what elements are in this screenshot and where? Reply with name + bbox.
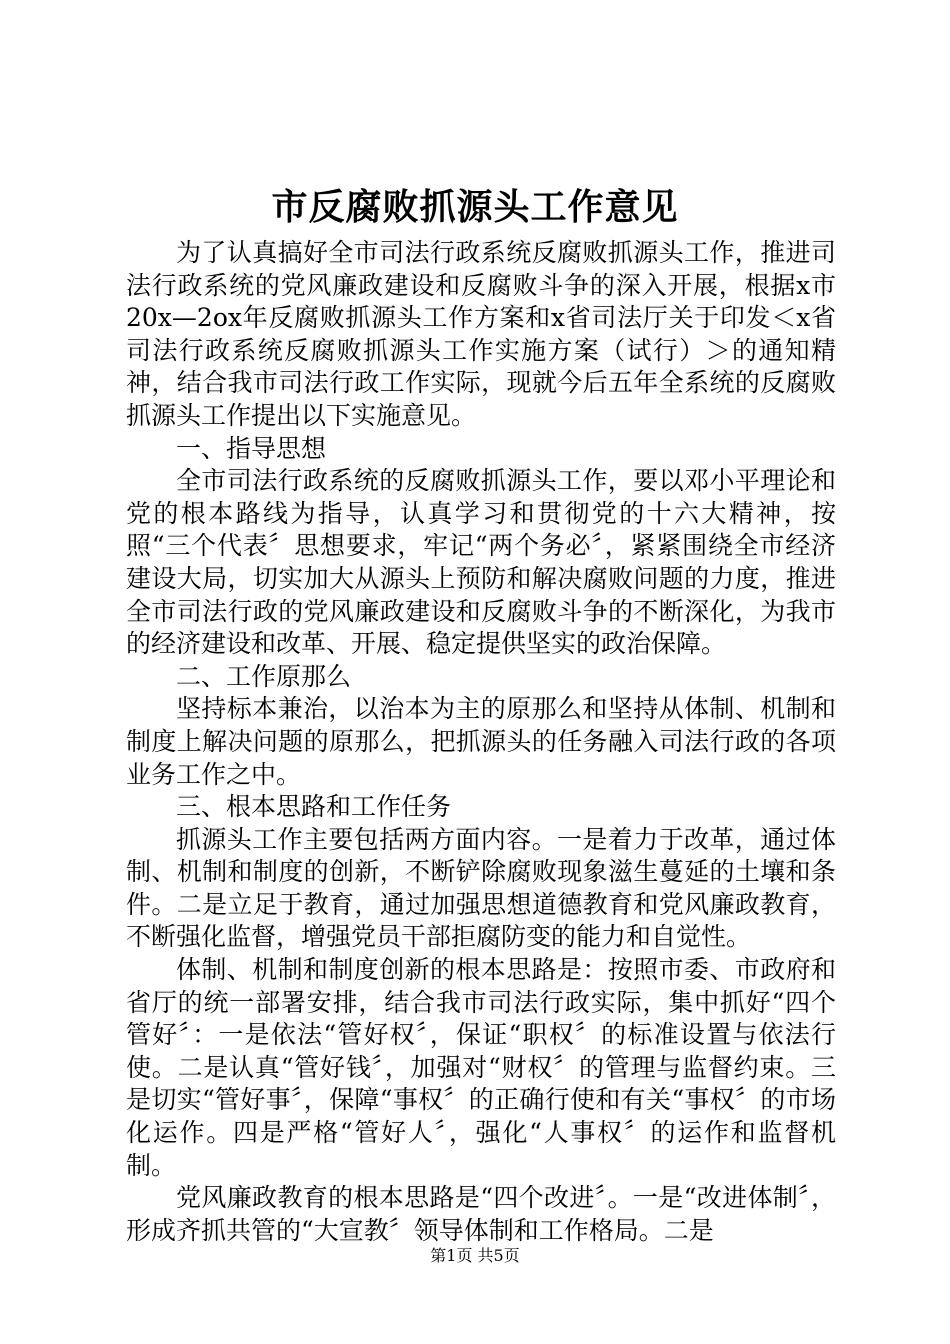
- section-heading-guiding-ideology: 一、指导思想: [176, 433, 327, 463]
- document-title: 市反腐败抓源头工作意见: [271, 186, 679, 228]
- work-principles-paragraph: 坚持标本兼治，以治本为主的原那么和坚持从体制、机制和制度上解决问题的原那么，把抓源头的任务融入司法行政的各项业务工作之中。: [126, 694, 836, 789]
- guiding-ideology-paragraph: 全市司法行政系统的反腐败抓源头工作，要以邓小平理论和党的根本路线为指导，认真学习和贯彻党的十六大精神，按照“三个代表〞思想要求，牢记“两个务必〞，紧紧围绕全市经济建设大局，切实加大从源头上预防和解决腐败问题的力度，推进全市司法行政的党风廉政建设和反腐败斗争的不断深化，为我市的经济建设和改革、开展、稳定提供坚实的政治保障。: [126, 466, 836, 659]
- institutional-innovation-paragraph: 体制、机制和制度创新的根本思路是：按照市委、市政府和省厅的统一部署安排，结合我市司法行政实际，集中抓好“四个管好〞：一是依法“管好权〞，保证“职权〞的标准设置与依法行使。二是认真“管好钱〞，加强对“财权〞的管理与监督约束。三是切实“管好事〞，保障“事权〞的正确行使和有关“事权〞的市场化运作。四是严格“管好人〞，强化“人事权〞的运作和监督机制。: [126, 955, 836, 1180]
- basic-approach-paragraph: 抓源头工作主要包括两方面内容。一是着力于改革，通过体制、机制和制度的创新，不断铲除腐败现象滋生蔓延的土壤和条件。二是立足于教育，通过加强思想道德教育和党风廉政教育，不断强化监督，增强党员干部拒腐防变的能力和自觉性。: [126, 824, 836, 952]
- intro-paragraph: 为了认真搞好全市司法行政系统反腐败抓源头工作，推进司法行政系统的党风廉政建设和反腐败斗争的深入开展，根据x市20x—2ox年反腐败抓源头工作方案和x省司法厅关于印发＜x省司法行政系统反腐败抓源头工作实施方案（试行）＞的通知精神，结合我市司法行政工作实际，现就今后五年全系统的反腐败抓源头工作提出以下实施意见。: [126, 238, 836, 430]
- section-heading-basic-approach: 三、根本思路和工作任务: [176, 792, 452, 822]
- page-number-footer: 第1页 共5页: [430, 1246, 520, 1265]
- document-body: [126, 237, 836, 1247]
- integrity-education-paragraph: 党风廉政教育的根本思路是“四个改进〞。一是“改进体制〞，形成齐抓共管的“大宣教〞领导体制和工作格局。二是: [126, 1183, 836, 1245]
- section-heading-work-principles: 二、工作原那么: [176, 661, 352, 691]
